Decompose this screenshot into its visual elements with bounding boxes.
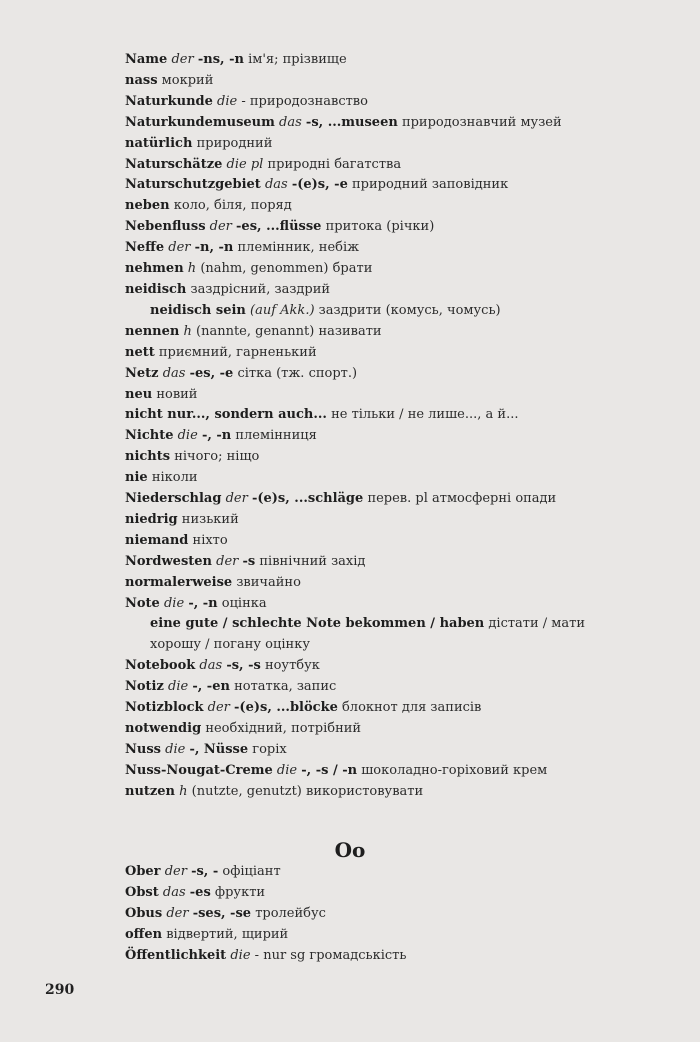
- translation: ніколи: [151, 470, 198, 486]
- headword: niedrig: [125, 511, 178, 527]
- headword: Name: [125, 52, 168, 67]
- inflection-forms: -s: [242, 553, 256, 569]
- translation: відвертий, щирий: [166, 926, 289, 942]
- translation: звичайно: [236, 574, 301, 590]
- dictionary-entry: [125, 238, 625, 259]
- headword: Nuss: [125, 741, 161, 757]
- translation: низький: [181, 511, 239, 527]
- dictionary-entry: [125, 510, 625, 531]
- translation: заздрити (комусь, чомусь): [318, 302, 501, 318]
- translation: нічого; ніщо: [174, 449, 260, 465]
- dictionary-entry: [125, 113, 625, 134]
- dictionary-entry: [125, 364, 625, 385]
- headword: neben: [125, 198, 170, 214]
- translation: племінник, небіж: [237, 240, 360, 256]
- translation: природний: [196, 135, 273, 151]
- translation: заздрісний, заздрий: [190, 281, 331, 297]
- headword: nichts: [125, 449, 171, 465]
- grammar-note: der: [171, 52, 194, 67]
- headword: neidisch sein: [150, 302, 246, 318]
- translation: сітка (тж. спорт.): [237, 365, 358, 381]
- headword: Notiz: [125, 679, 164, 695]
- page-number: 290: [45, 982, 75, 998]
- translation: (nahm, genommen) брати: [200, 261, 373, 277]
- headword: nutzen: [125, 783, 176, 799]
- inflection-forms: -, -en: [192, 679, 230, 695]
- translation: фрукти: [214, 884, 266, 900]
- inflection-forms: -(e)s, -e: [291, 177, 348, 193]
- dictionary-entry: [125, 259, 625, 280]
- grammar-note: der: [164, 864, 187, 879]
- grammar-note: die: [165, 741, 186, 757]
- translation: тролейбус: [255, 905, 326, 921]
- dictionary-entry: [125, 196, 625, 217]
- grammar-note: die: [217, 93, 238, 109]
- grammar-note: der: [225, 491, 248, 507]
- headword: Note: [125, 595, 160, 611]
- headword: eine gute / schlechte Note bekommen / haben: [150, 616, 485, 632]
- inflection-forms: -, -n: [188, 595, 218, 611]
- translation: горіх: [252, 741, 287, 757]
- headword: Ober: [125, 864, 161, 879]
- headword: Nuss-Nougat-Creme: [125, 762, 273, 778]
- dictionary-entry: [125, 50, 625, 71]
- inflection-forms: -, -s / -n: [301, 762, 358, 778]
- headword: nie: [125, 470, 148, 486]
- dictionary-entry: [125, 719, 625, 740]
- inflection-forms: -s, -s: [226, 658, 261, 674]
- grammar-note: der: [209, 219, 232, 235]
- headword: Naturkunde: [125, 93, 213, 109]
- dictionary-entry: [125, 447, 625, 468]
- dictionary-entry: [125, 155, 625, 176]
- dictionary-entry: [125, 385, 625, 406]
- grammar-note: h: [183, 323, 192, 339]
- dictionary-entry: [125, 217, 625, 238]
- translation: племінниця: [235, 428, 317, 444]
- translation: північний захід: [259, 553, 366, 569]
- dictionary-entry: [125, 489, 625, 510]
- grammar-note: (auf Akk.): [250, 302, 315, 318]
- translation: природні багатства: [267, 156, 402, 172]
- headword: nehmen: [125, 261, 184, 277]
- inflection-forms: -ns, -n: [197, 52, 244, 67]
- translation: ім'я; прізвище: [248, 52, 347, 67]
- headword: Neffe: [125, 240, 165, 256]
- grammar-note: das: [162, 365, 186, 381]
- dictionary-entry: [125, 594, 625, 615]
- translation: нотатка, запис: [234, 679, 337, 695]
- inflection-forms: -s, ...museen: [305, 114, 398, 130]
- inflection-forms: -es, -e: [189, 365, 234, 381]
- headword: normalerweise: [125, 574, 233, 590]
- translation: мокрий: [161, 72, 214, 88]
- headword: niemand: [125, 532, 189, 548]
- dictionary-entry: [125, 946, 625, 967]
- translation: (nannte, genannt) називати: [196, 323, 382, 339]
- dictionary-entry: [125, 92, 625, 113]
- headword: Öffentlichkeit: [125, 947, 227, 963]
- grammar-note: die pl: [226, 156, 264, 172]
- headword: nennen: [125, 323, 180, 339]
- grammar-note: das: [199, 658, 223, 674]
- dictionary-entry: [125, 862, 625, 883]
- headword: Nichte: [125, 428, 174, 444]
- grammar-note: der: [216, 553, 239, 569]
- dictionary-entry: [125, 782, 625, 803]
- translation: не тільки / не лише..., а й...: [331, 407, 519, 423]
- translation: приємний, гарненький: [158, 344, 317, 360]
- inflection-forms: -, Nüsse: [189, 741, 249, 757]
- headword: offen: [125, 926, 163, 942]
- headword: Netz: [125, 365, 159, 381]
- headword: Niederschlag: [125, 491, 222, 507]
- section-heading-o: Oo: [334, 838, 366, 862]
- headword: Naturschutzgebiet: [125, 177, 261, 193]
- dictionary-entry: [125, 301, 625, 322]
- headword: neidisch: [125, 281, 187, 297]
- dictionary-entry: [125, 71, 625, 92]
- headword: Notebook: [125, 658, 196, 674]
- dictionary-entry: [125, 925, 625, 946]
- headword: Obus: [125, 905, 163, 921]
- translation: притока (річки): [325, 219, 435, 235]
- translation: ноутбук: [264, 658, 320, 674]
- inflection-forms: -, -n: [201, 428, 232, 444]
- dictionary-entry: [125, 322, 625, 343]
- inflection-forms: -s, -: [191, 864, 219, 879]
- dictionary-entry: [125, 761, 625, 782]
- dictionary-entry: [125, 134, 625, 155]
- inflection-forms: -(e)s, ...schläge: [251, 491, 364, 507]
- entries-list-n: [125, 50, 625, 803]
- dictionary-entry: [125, 573, 625, 594]
- dictionary-entry: [125, 656, 625, 677]
- grammar-note: der: [168, 240, 191, 256]
- headword: Nordwesten: [125, 553, 213, 569]
- translation: природознавчий музей: [401, 114, 562, 130]
- dictionary-entry: [125, 883, 625, 904]
- inflection-forms: -es, ...flüsse: [236, 219, 322, 235]
- translation: ніхто: [192, 532, 228, 548]
- inflection-forms: -(e)s, ...blöcke: [234, 700, 338, 716]
- grammar-note: der: [207, 700, 230, 716]
- dictionary-entry: [125, 677, 625, 698]
- dictionary-entry: [125, 426, 625, 447]
- translation: коло, біля, поряд: [173, 198, 292, 214]
- translation: офіціант: [222, 864, 281, 879]
- dictionary-entry: [125, 552, 625, 573]
- inflection-forms: -n, -n: [194, 240, 234, 256]
- entries-list-o: [125, 862, 625, 967]
- translation: шоколадно-горіховий крем: [361, 762, 548, 778]
- dictionary-entry: [125, 405, 625, 426]
- headword: natürlich: [125, 135, 193, 151]
- grammar-note: das: [162, 884, 186, 900]
- translation: природний заповідник: [352, 177, 509, 193]
- dictionary-entry: [125, 904, 625, 925]
- translation: - природознавство: [241, 93, 368, 109]
- headword: Nebenfluss: [125, 219, 206, 235]
- dictionary-entry: [125, 175, 625, 196]
- dictionary-entry: [125, 280, 625, 301]
- headword: notwendig: [125, 721, 202, 736]
- translation: - nur sg громадськість: [254, 947, 407, 963]
- inflection-forms: -ses, -se: [192, 905, 252, 921]
- grammar-note: der: [166, 905, 189, 921]
- grammar-note: h: [187, 261, 197, 277]
- headword: nicht nur..., sondern auch...: [125, 407, 327, 423]
- grammar-note: h: [179, 783, 188, 799]
- dictionary-entry: [125, 614, 625, 656]
- headword: Naturschätze: [125, 156, 223, 172]
- grammar-note: die: [230, 947, 251, 963]
- dictionary-entry: [125, 468, 625, 489]
- inflection-forms: -es: [189, 884, 211, 900]
- translation: блокнот для записів: [341, 700, 482, 716]
- headword: Notizblock: [125, 700, 204, 716]
- translation: перев. pl атмосферні опади: [367, 491, 557, 507]
- translation: оцінка: [221, 595, 267, 611]
- dictionary-entry: [125, 698, 625, 719]
- headword: Naturkundemuseum: [125, 114, 275, 130]
- translation: новий: [156, 386, 198, 402]
- grammar-note: die: [276, 762, 298, 778]
- dictionary-entry: [125, 531, 625, 552]
- headword: neu: [125, 386, 153, 402]
- grammar-note: das: [264, 177, 288, 193]
- translation: дістати / мати хорошу / погану оцінку: [150, 616, 586, 653]
- translation: (nutzte, genutzt) використовувати: [191, 783, 424, 799]
- grammar-note: die: [163, 595, 185, 611]
- headword: nass: [125, 72, 158, 88]
- grammar-note: die: [168, 679, 189, 695]
- translation: необхідний, потрібний: [205, 721, 362, 736]
- grammar-note: die: [177, 428, 198, 444]
- headword: nett: [125, 344, 155, 360]
- grammar-note: das: [279, 114, 302, 130]
- dictionary-entry: [125, 740, 625, 761]
- dictionary-entry: [125, 343, 625, 364]
- headword: Obst: [125, 884, 159, 900]
